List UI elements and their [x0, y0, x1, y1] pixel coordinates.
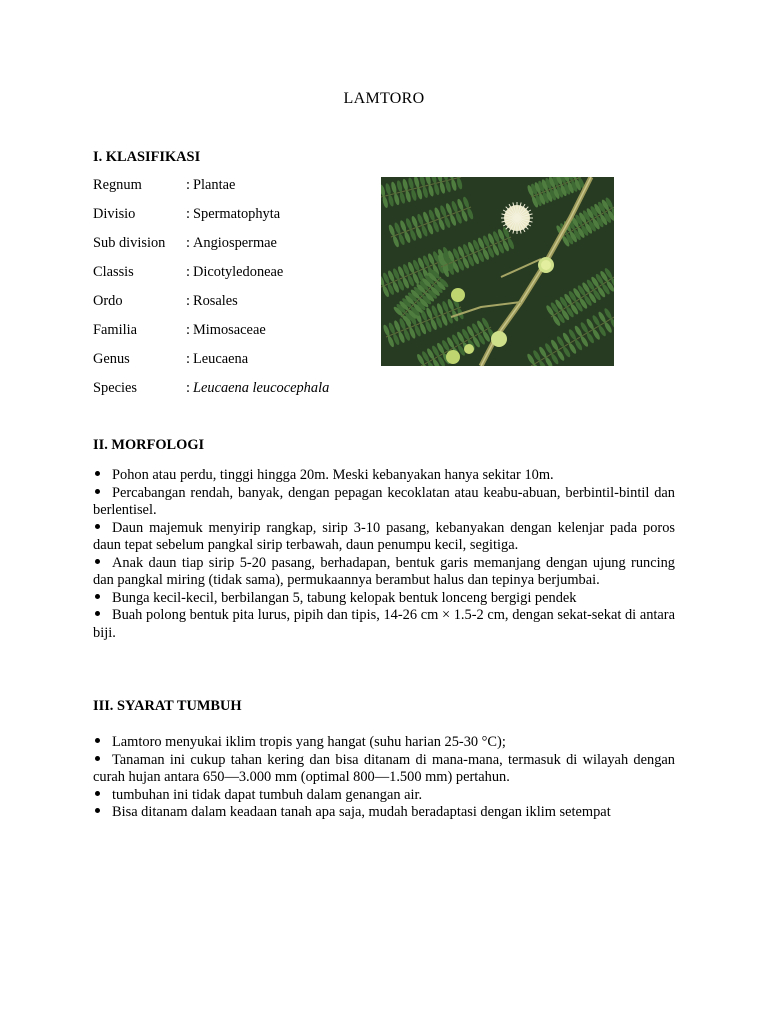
classification-key: Familia [93, 322, 137, 338]
classification-separator: : [186, 351, 190, 367]
list-item-text: tumbuhan ini tidak dapat tumbuh dalam genangan air. [112, 786, 423, 803]
classification-value: Dicotyledoneae [193, 264, 284, 280]
list-item [93, 752, 675, 787]
list-item-text: Tanaman ini cukup tahan kering dan bisa ditanam di mana-mana, termasuk di wilayah dengan curah hujan antara 650—3.000 mm (optimal 800—1.500 mm) pertahun. [93, 751, 675, 785]
document-title: LAMTORO [343, 90, 425, 107]
classification-value: Mimosaceae [193, 322, 266, 338]
classification-key: Classis [93, 264, 134, 280]
classification-value-species: Leucaena leucocephala [193, 380, 330, 396]
list-item-text: Percabangan rendah, banyak, dengan pepagan kecoklatan atau keabu-abuan, berbintil-bintil dan berlentisel. [93, 484, 675, 518]
classification-separator: : [186, 293, 190, 309]
list-item [93, 734, 675, 752]
section-heading-syarat-tumbuh: III. SYARAT TUMBUH [93, 698, 242, 714]
classification-row [93, 351, 329, 380]
classification-value: Rosales [193, 293, 238, 309]
list-item [93, 485, 675, 520]
bullet-icon [93, 734, 112, 752]
classification-key: Divisio [93, 206, 136, 222]
bullet-icon [93, 485, 112, 503]
syarat-tumbuh-list [93, 734, 675, 822]
classification-key: Ordo [93, 293, 123, 309]
bullet-icon [93, 607, 112, 625]
list-item-text: Anak daun tiap sirip 5-20 pasang, berhadapan, bentuk garis memanjang dengan ujung runcing dan pangkal miring (tidak sama), permukaannya berambut halus dan tepinya berjumbai. [93, 554, 675, 588]
list-item [93, 804, 675, 822]
section-heading-klasifikasi: I. KLASIFIKASI [93, 149, 201, 165]
list-item-text: Pohon atau perdu, tinggi hingga 20m. Meski kebanyakan hanya sekitar 10m. [112, 467, 554, 483]
classification-row [93, 293, 329, 322]
classification-row [93, 264, 329, 293]
classification-value: Leucaena [193, 351, 249, 367]
bullet-icon [93, 752, 112, 770]
classification-separator: : [186, 380, 190, 396]
classification-key: Regnum [93, 177, 142, 193]
bullet-icon [93, 590, 112, 608]
bullet-icon [93, 804, 112, 822]
list-item-text: Lamtoro menyukai iklim tropis yang hangat (suhu harian 25-30 °C); [112, 734, 506, 750]
classification-row [93, 235, 329, 264]
list-item-text: Buah polong bentuk pita lurus, pipih dan tipis, 14-26 cm × 1.5-2 cm, dengan sekat-sekat di antara biji. [93, 607, 675, 641]
lamtoro-plant-photo [381, 177, 614, 366]
list-item [93, 787, 675, 805]
classification-value: Plantae [193, 177, 236, 193]
list-item [93, 520, 675, 555]
classification-separator: : [186, 177, 190, 193]
list-item [93, 590, 675, 608]
list-item-text: Daun majemuk menyirip rangkap, sirip 3-10 pasang, kebanyakan dengan kelenjar pada poros daun tepat sebelum pangkal sirip terbawah, daun penumpu kecil, segitiga. [93, 519, 675, 553]
list-item-text: Bunga kecil-kecil, berbilangan 5, tabung kelopak bentuk lonceng bergigi pendek [112, 589, 577, 606]
list-item [93, 555, 675, 590]
classification-row [93, 177, 329, 206]
classification-key: Sub division [93, 235, 166, 251]
bullet-icon [93, 467, 112, 485]
classification-key: Species [93, 380, 137, 396]
classification-value: Angiospermae [193, 235, 277, 251]
classification-table [93, 177, 329, 409]
list-item [93, 467, 675, 485]
classification-separator: : [186, 264, 190, 280]
classification-separator: : [186, 322, 190, 338]
classification-row [93, 322, 329, 351]
classification-separator: : [186, 206, 190, 222]
morfologi-list [93, 467, 675, 642]
bullet-icon [93, 787, 112, 805]
classification-key: Genus [93, 351, 130, 367]
classification-row [93, 380, 329, 409]
bullet-icon [93, 555, 112, 573]
list-item-text: Bisa ditanam dalam keadaan tanah apa saja, mudah beradaptasi dengan iklim setempat [112, 804, 611, 820]
list-item [93, 607, 675, 642]
classification-value: Spermatophyta [193, 206, 281, 222]
bullet-icon [93, 520, 112, 538]
section-heading-morfologi: II. MORFOLOGI [93, 437, 205, 453]
classification-separator: : [186, 235, 190, 251]
classification-row [93, 206, 329, 235]
